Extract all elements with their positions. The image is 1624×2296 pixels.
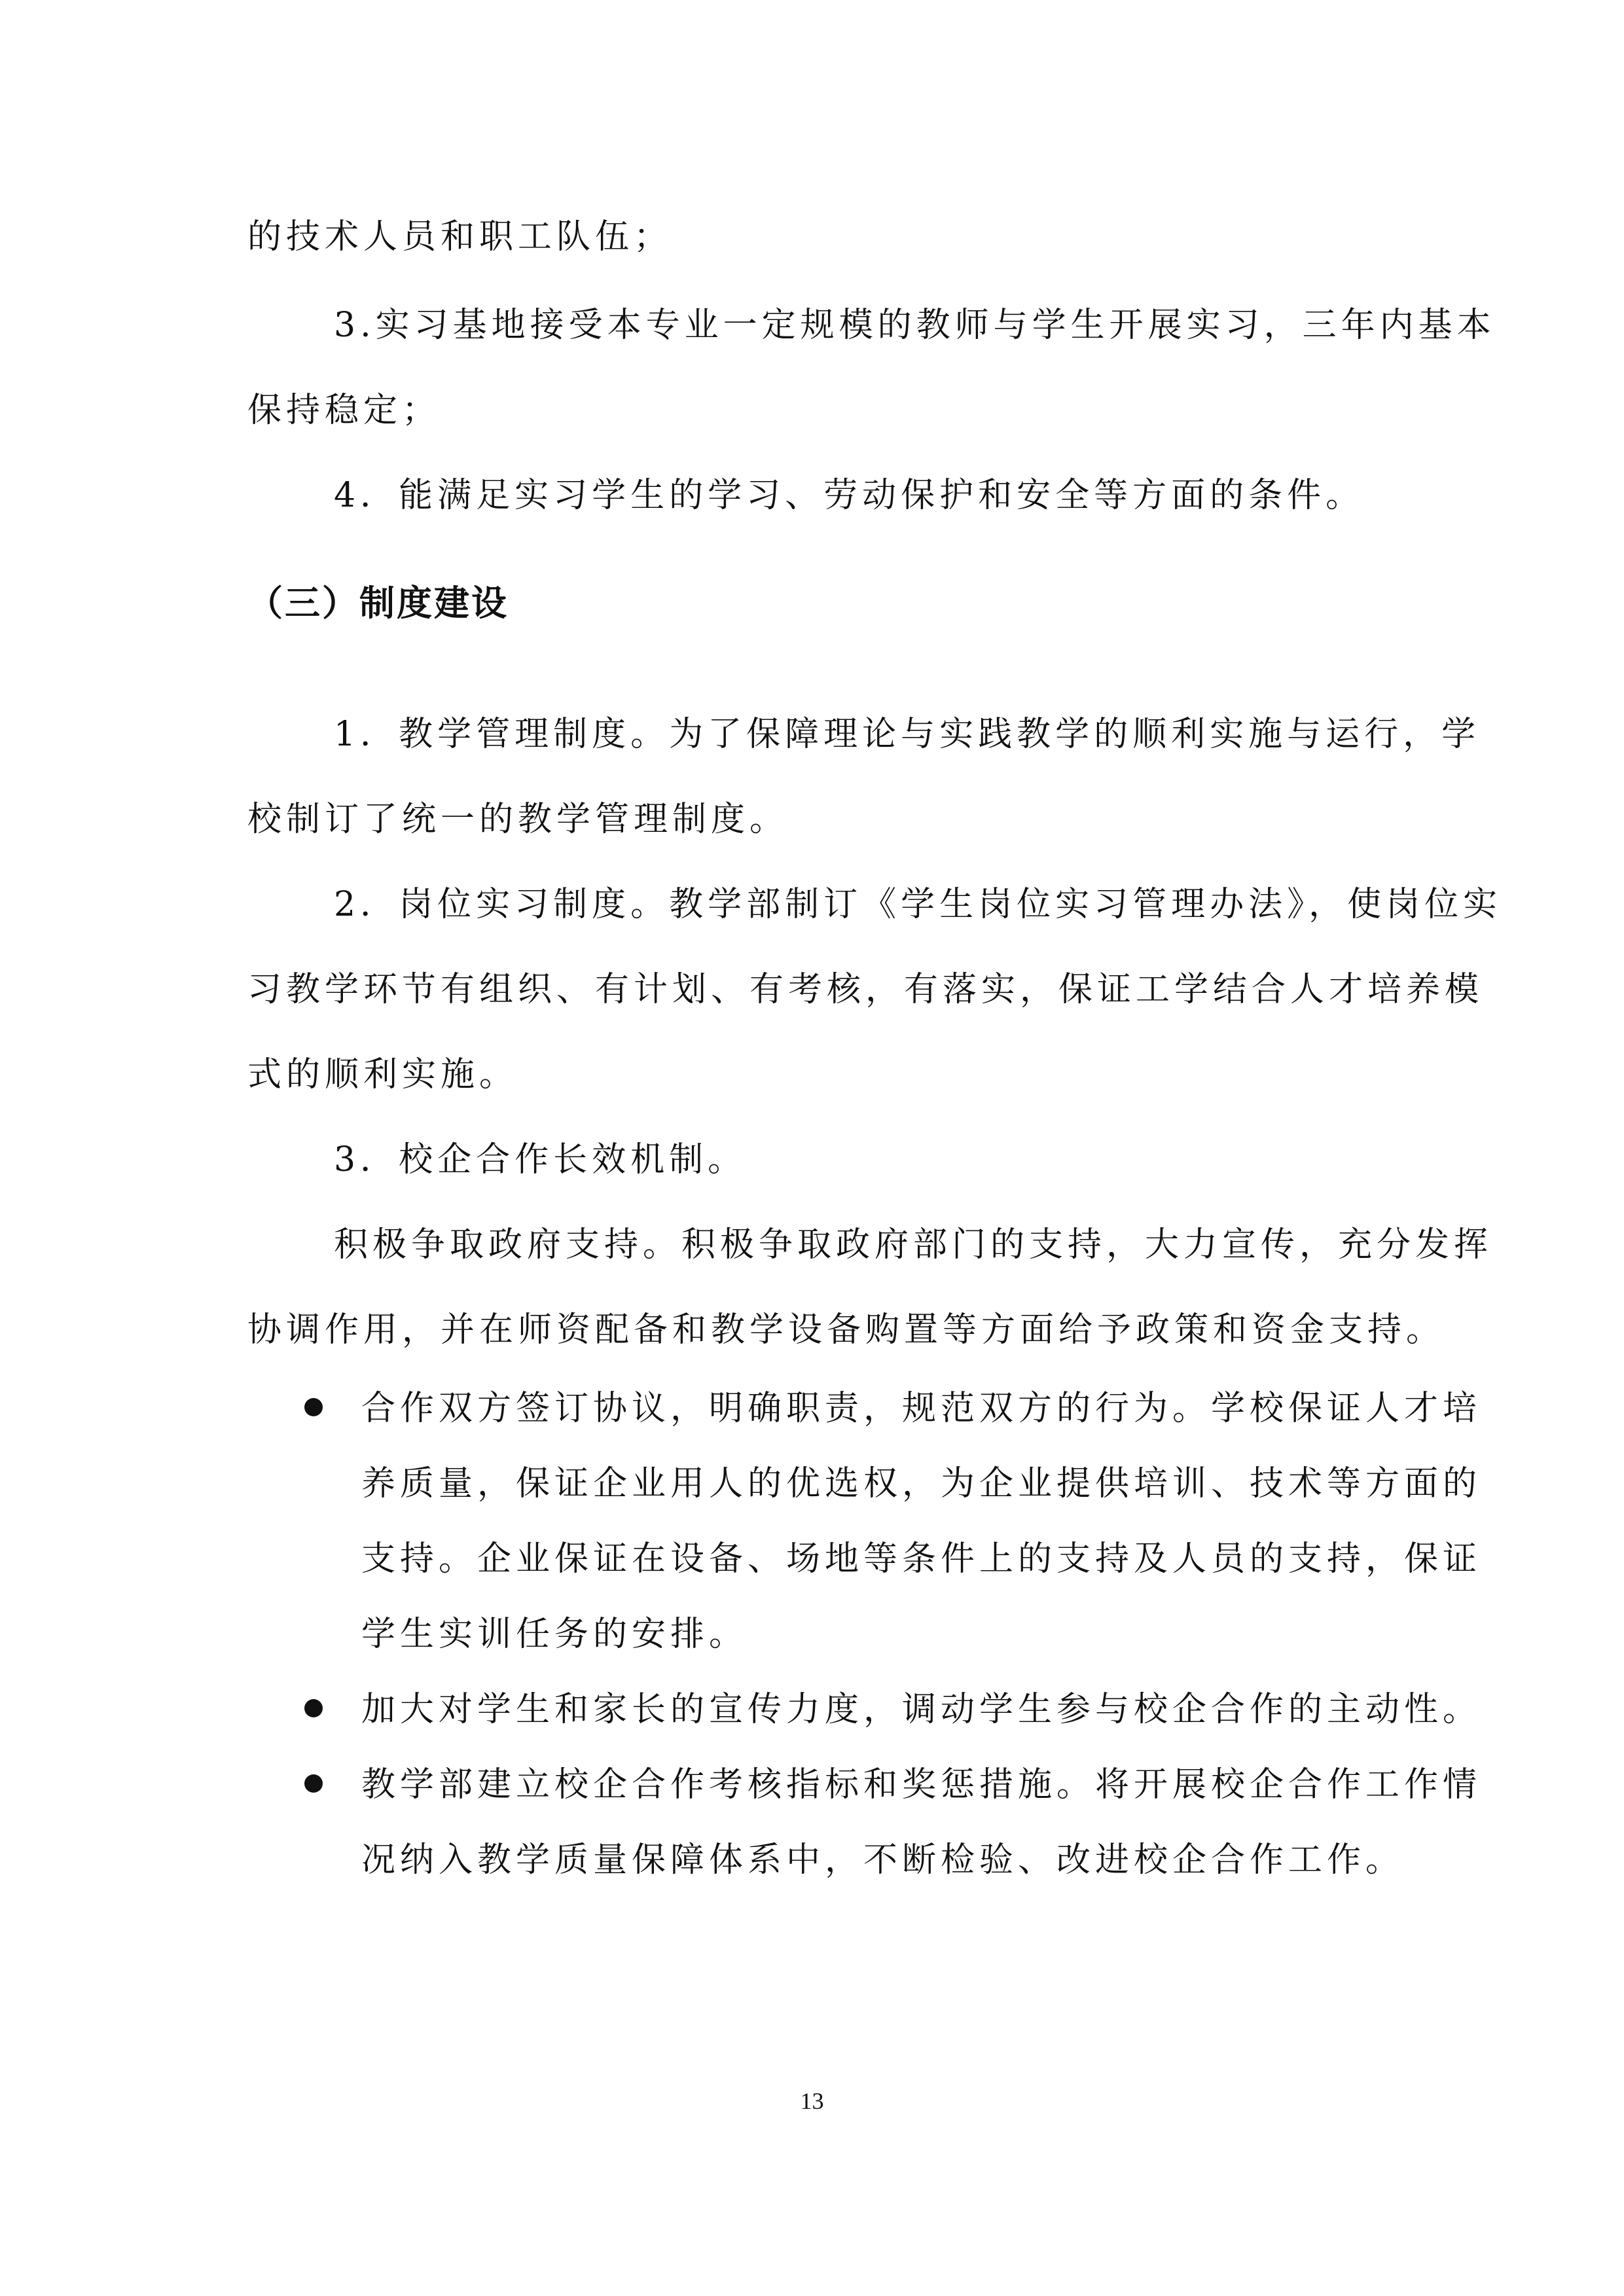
bullet-icon xyxy=(304,1774,323,1793)
paragraph-line: 1．教学管理制度。为了保障理论与实践教学的顺利实施与运行，学 xyxy=(334,715,1481,754)
bullet-line: 加大对学生和家长的宣传力度，调动学生参与校企合作的主动性。 xyxy=(361,1690,1482,1729)
bullet-line: 养质量，保证企业用人的优选权，为企业提供培训、技术等方面的 xyxy=(361,1464,1482,1503)
bullet-icon xyxy=(304,1398,323,1416)
paragraph-line: 保持稳定； xyxy=(247,391,441,430)
bullet-line: 学生实训任务的安排。 xyxy=(361,1615,748,1654)
paragraph-line: 校制订了统一的教学管理制度。 xyxy=(247,800,789,839)
paragraph-line: 3.实习基地接受本专业一定规模的教师与学生开展实习，三年内基本 xyxy=(334,306,1496,345)
bullet-line: 况纳入教学质量保障体系中，不断检验、改进校企合作工作。 xyxy=(361,1840,1405,1880)
bullet-line: 支持。企业保证在设备、场地等条件上的支持及人员的支持，保证 xyxy=(361,1539,1482,1579)
bullet-line: 教学部建立校企合作考核指标和奖惩措施。将开展校企合作工作情 xyxy=(361,1765,1482,1804)
page-number: 13 xyxy=(800,2088,824,2114)
bullet-line: 合作双方签订协议，明确职责，规范双方的行为。学校保证人才培 xyxy=(361,1389,1482,1428)
paragraph-line: 积极争取政府支持。积极争取政府部门的支持，大力宣传，充分发挥 xyxy=(334,1225,1493,1265)
bullet-icon xyxy=(304,1699,323,1717)
paragraph-line: 习教学环节有组织、有计划、有考核，有落实，保证工学结合人才培养模 xyxy=(247,970,1484,1009)
paragraph-line: 4．能满足实习学生的学习、劳动保护和安全等方面的条件。 xyxy=(334,476,1365,515)
paragraph-line: 的技术人员和职工队伍； xyxy=(247,217,673,257)
paragraph-line: 式的顺利实施。 xyxy=(247,1055,518,1094)
paragraph-line: 协调作用，并在师资配备和教学设备购置等方面给予政策和资金支持。 xyxy=(247,1310,1445,1350)
paragraph-line: 2．岗位实习制度。教学部制订《学生岗位实习管理办法》，使岗位实 xyxy=(334,885,1502,924)
paragraph-line: 3．校企合作长效机制。 xyxy=(334,1140,747,1179)
section-heading: （三）制度建设 xyxy=(247,583,509,624)
